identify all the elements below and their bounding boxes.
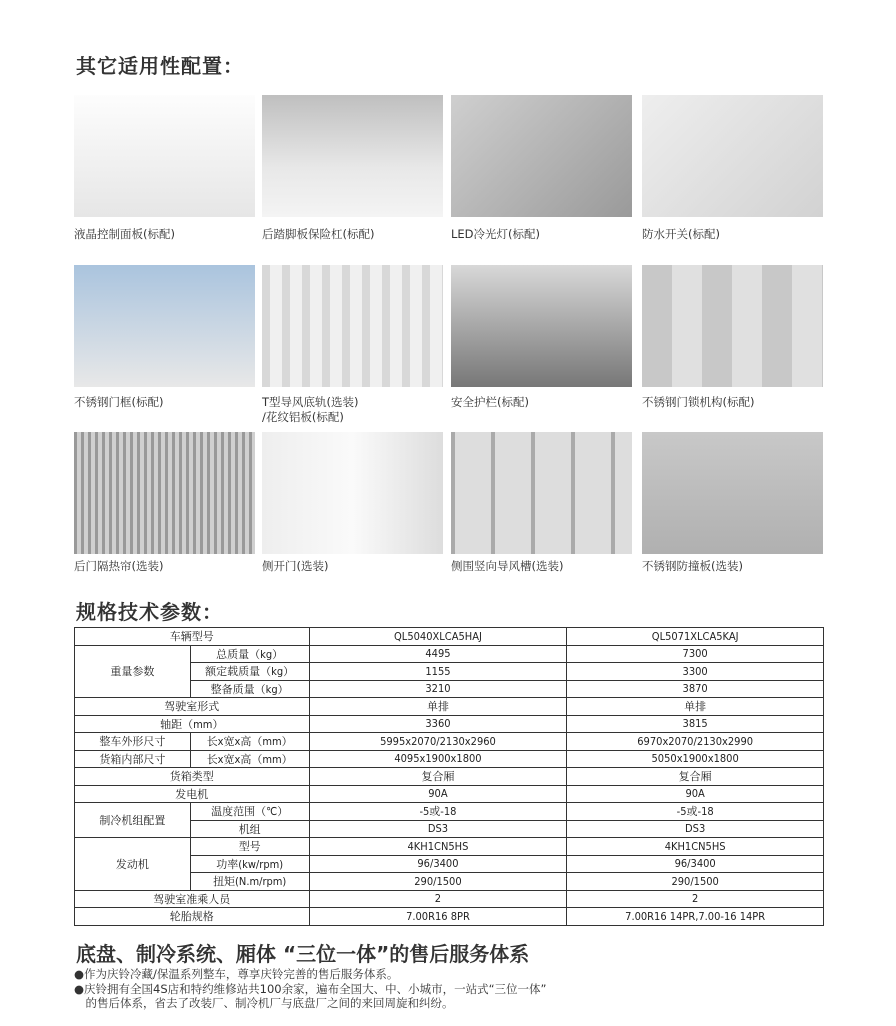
feature-caption bbox=[74, 395, 163, 410]
table-row: 货箱内部尺寸 长x宽x高（mm） 4095x1900x1800 5050x1900x1800 bbox=[75, 750, 824, 768]
caption-line: 液晶控制面板(标配) bbox=[74, 227, 175, 241]
feature-photo bbox=[74, 265, 255, 387]
feature-photo bbox=[74, 432, 255, 554]
table-row: 轴距（mm） 3360 3815 bbox=[75, 715, 824, 733]
table-row: 重量参数 总质量（kg） 4495 7300 bbox=[75, 645, 824, 663]
table-row: 发电机 90A 90A bbox=[75, 785, 824, 803]
feature-photo bbox=[451, 265, 632, 387]
bullet-text: ●庆铃拥有全国4S店和特约维修站共100余家，遍布全国大、中、小城市，一站式“三位一体” bbox=[74, 982, 547, 996]
section-title-config: 其它适用性配置： bbox=[76, 54, 244, 78]
caption-line: 侧围竖向导风槽(选装) bbox=[451, 559, 564, 573]
feature-caption bbox=[262, 395, 359, 425]
spec-table bbox=[74, 627, 824, 926]
bullet-text: 的售后体系，省去了改装厂、制冷机厂与底盘厂之间的来回周旋和纠纷。 bbox=[74, 996, 454, 1010]
table-row: 制冷机组配置 温度范围（℃） -5或-18 -5或-18 bbox=[75, 803, 824, 821]
feature-caption bbox=[451, 559, 563, 574]
feature-photo bbox=[642, 265, 823, 387]
feature-photo bbox=[262, 95, 443, 217]
feature-caption bbox=[262, 227, 374, 242]
caption-line: 防水开关(标配) bbox=[642, 227, 720, 241]
table-row: 扭矩(N.m/rpm) 290/1500 290/1500 bbox=[75, 873, 824, 891]
feature-caption bbox=[451, 227, 540, 242]
table-row: 发动机 型号 4KH1CN5HS 4KH1CN5HS bbox=[75, 838, 824, 856]
feature-photo bbox=[451, 95, 632, 217]
feature-caption bbox=[262, 559, 328, 574]
caption-line: 侧开门(选装) bbox=[262, 559, 329, 573]
feature-photo bbox=[642, 432, 823, 554]
feature-photo bbox=[451, 432, 632, 554]
caption-line: LED冷光灯(标配) bbox=[451, 227, 541, 241]
feature-caption bbox=[642, 559, 743, 574]
caption-line: T型导风底轨(选装) bbox=[262, 395, 359, 409]
table-row: 功率(kw/rpm) 96/3400 96/3400 bbox=[75, 855, 824, 873]
section-title-service: 底盘、制冷系统、厢体 “三位一体”的售后服务体系 bbox=[76, 942, 530, 966]
feature-caption bbox=[74, 559, 163, 574]
feature-caption bbox=[642, 395, 754, 410]
feature-caption bbox=[74, 227, 175, 242]
table-row: 驾驶室准乘人员 2 2 bbox=[75, 890, 824, 908]
table-row: 额定载质量（kg） 1155 3300 bbox=[75, 663, 824, 681]
feature-photo bbox=[74, 95, 255, 217]
caption-line: 后踏脚板保险杠(标配) bbox=[262, 227, 375, 241]
caption-line: 不锈钢门框(标配) bbox=[74, 395, 164, 409]
table-row: 货箱类型 复合厢 复合厢 bbox=[75, 768, 824, 786]
table-row: 车辆型号 QL5040XLCA5HAJ QL5071XLCA5KAJ bbox=[75, 628, 824, 646]
caption-line: 安全护栏(标配) bbox=[451, 395, 529, 409]
feature-photo bbox=[262, 432, 443, 554]
caption-line: 后门隔热帘(选装) bbox=[74, 559, 164, 573]
caption-line: 不锈钢防撞板(选装) bbox=[642, 559, 743, 573]
feature-caption bbox=[642, 227, 720, 242]
caption-line: /花纹铝板(标配) bbox=[262, 410, 344, 424]
bullet-text: ●作为庆铃冷藏/保温系列整车，尊享庆铃完善的售后服务体系。 bbox=[74, 967, 399, 981]
table-row: 轮胎规格 7.00R16 8PR 7.00R16 14PR,7.00-16 14PR bbox=[75, 908, 824, 926]
feature-photo bbox=[262, 265, 443, 387]
feature-photo bbox=[642, 95, 823, 217]
caption-line: 不锈钢门锁机构(标配) bbox=[642, 395, 755, 409]
table-row: 整备质量（kg） 3210 3870 bbox=[75, 680, 824, 698]
feature-caption bbox=[451, 395, 529, 410]
table-row: 驾驶室形式 单排 单排 bbox=[75, 698, 824, 716]
table-row: 整车外形尺寸 长x宽x高（mm） 5995x2070/2130x2960 6970x2070/2130x2990 bbox=[75, 733, 824, 751]
section-title-spec: 规格技术参数： bbox=[76, 600, 223, 624]
table-row: 机组 DS3 DS3 bbox=[75, 820, 824, 838]
